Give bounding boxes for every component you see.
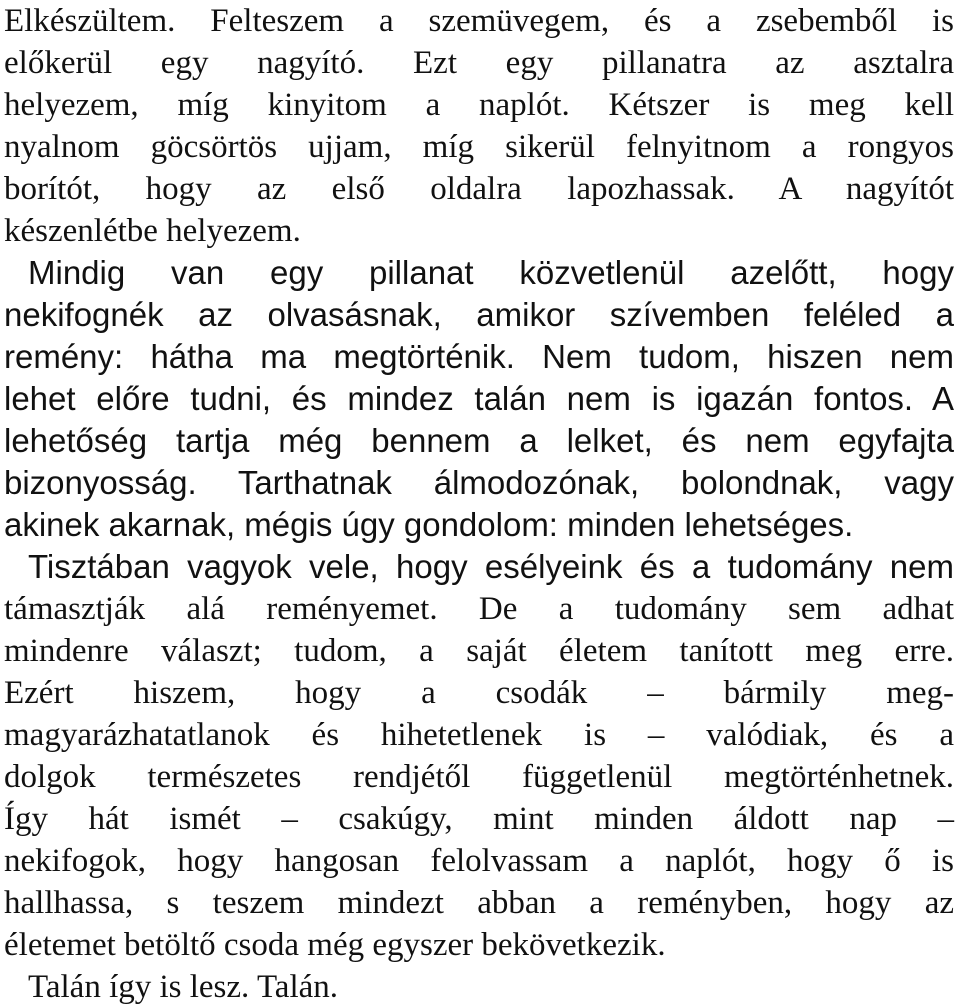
text-line-13: akinek akarnak, mégis úgy gondolom: minden lehetséges. xyxy=(4,506,854,543)
text-line-6: készenlétbe helyezem. xyxy=(4,213,301,249)
text-line-21: nekifogok, hogy hangosan felolvassam a naplót, hogy ő is xyxy=(4,843,954,879)
text-line-15: támasztják alá reményemet. De a tudomány sem adhat xyxy=(4,591,954,627)
text-line-24: Talán így is lesz. Talán. xyxy=(28,969,339,1005)
text-line-11: lehetőség tartja még bennem a lelket, és nem egyfajta xyxy=(4,422,954,459)
text-line-10: lehet előre tudni, és mindez talán nem is igazán fontos. A xyxy=(4,380,954,417)
text-line-3: helyezem, míg kinyitom a naplót. Kétszer is meg kell xyxy=(4,87,954,123)
text-line-7: Mindig van egy pillanat közvetlenül azelőtt, hogy xyxy=(28,254,954,291)
text-line-22: hallhassa, s teszem mindezt abban a reményben, hogy az xyxy=(4,885,954,921)
text-line-9: remény: hátha ma megtörténik. Nem tudom, hiszen nem xyxy=(4,338,954,375)
text-line-14: Tisztában vagyok vele, hogy esélyeink és a tudomány nem xyxy=(28,548,954,585)
text-line-12: bizonyosság. Tarthatnak álmodozónak, bolondnak, vagy xyxy=(4,464,954,501)
text-line-18: magyarázhatatlanok és hihetetlenek is – valódiak, és a xyxy=(4,717,954,753)
text-line-17: Ezért hiszem, hogy a csodák – bármily meg- xyxy=(4,675,954,711)
text-line-23: életemet betöltő csoda még egyszer bekövetkezik. xyxy=(4,927,666,963)
text-line-8: nekifognék az olvasásnak, amikor szívemben feléled a xyxy=(4,296,954,333)
text-line-16: mindenre választ; tudom, a saját életem tanított meg erre. xyxy=(4,633,954,669)
text-line-4: nyalnom göcsörtös ujjam, míg sikerül felnyitnom a rongyos xyxy=(4,129,954,165)
text-line-2: előkerül egy nagyító. Ezt egy pillanatra az asztalra xyxy=(4,45,954,81)
text-line-5: borítót, hogy az első oldalra lapozhassak. A nagyítót xyxy=(4,171,954,207)
text-line-20: Így hát ismét – csakúgy, mint minden áldott nap – xyxy=(4,801,954,837)
text-line-1: Elkészültem. Felteszem a szemüvegem, és a zsebemből is xyxy=(4,3,954,39)
text-line-19: dolgok természetes rendjétől függetlenül megtörténhetnek. xyxy=(4,759,954,795)
